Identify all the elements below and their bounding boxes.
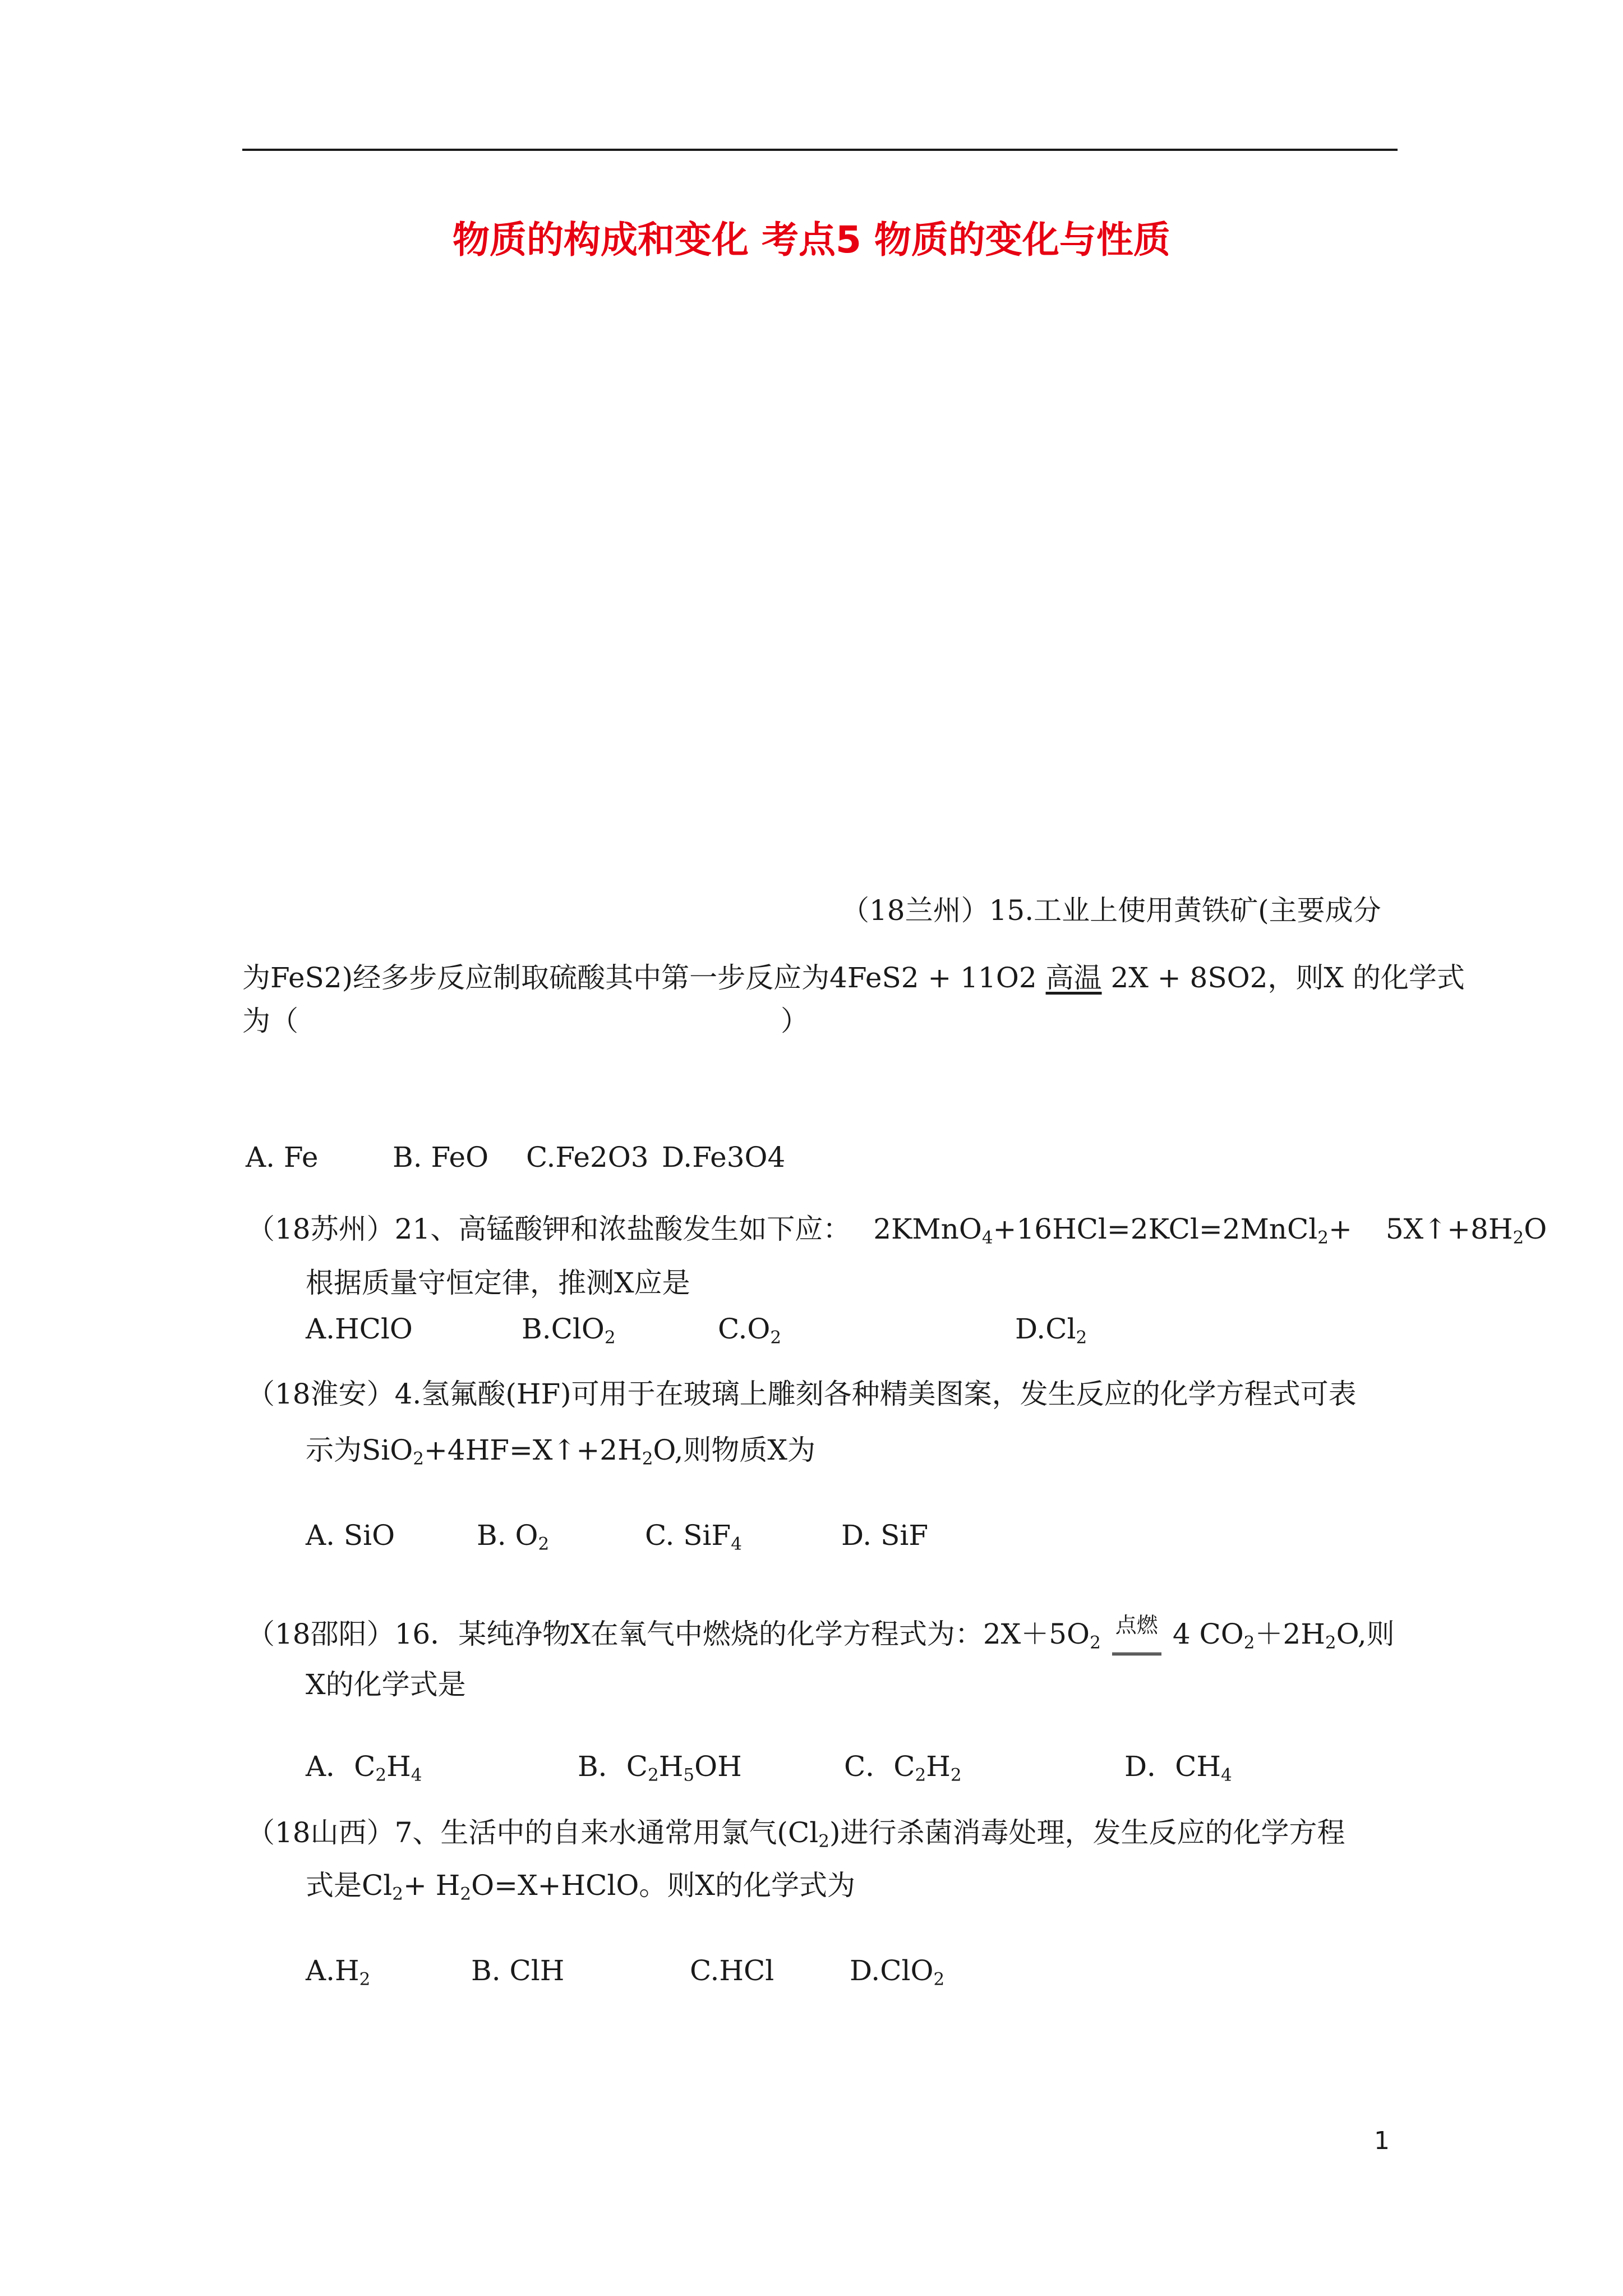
- q2-line1: （18苏州）21、高锰酸钾和浓盐酸发生如下应： 2KMnO$_4$+16HCl=2KCl=2MnCl$_2$+ $5X↑+8H_2O$: [247, 1213, 1547, 1248]
- q2-line2: 根据质量守恒定律，推测X应是: [306, 1267, 690, 1299]
- q1-option-b: B. FeO: [393, 1141, 489, 1174]
- q1-option-a: A. Fe: [246, 1141, 319, 1174]
- q3-line2: 示为$SiO_2+4HF=X↑+2H_2O$,则物质X为: [306, 1434, 815, 1469]
- q2-option-a: A.HClO: [306, 1313, 413, 1345]
- q1-line1: （18兰州）15.工业上使用黄铁矿(主要成分: [841, 894, 1381, 927]
- q1-option-c: C.Fe2O3: [526, 1141, 649, 1174]
- q5-option-a: $A.H_2$: [306, 1954, 371, 1990]
- q2-option-d: $D.Cl_2$: [1015, 1313, 1087, 1348]
- q4-option-b: B．$C_2H_5OH$: [578, 1750, 742, 1786]
- q1-option-d: D.Fe3O4: [662, 1141, 786, 1174]
- q3-option-c: C. SiF$_4$: [645, 1519, 742, 1554]
- q3-option-d: D. SiF: [841, 1519, 929, 1552]
- q1-line2: 为FeS2)经多步反应制取硫酸其中第一步反应为4FeS2 + 11O2 高温 2X + 8SO2，则X 的化学式: [242, 961, 1465, 994]
- q2-option-b: B.ClO$_2$: [522, 1313, 616, 1348]
- ignite-condition: 点燃: [1112, 1620, 1161, 1655]
- header-rule: [242, 149, 1398, 151]
- q4-line2: X的化学式是: [306, 1668, 466, 1701]
- q5-option-d: D.ClO$_2$: [850, 1954, 945, 1990]
- q3-option-b: B. $O_2$: [477, 1519, 550, 1554]
- q5-line2: 式是$Cl_2+$ $H_2O=X+HClO$。则X的化学式为: [306, 1869, 855, 1904]
- q4-option-d: D．$CH_4$: [1124, 1750, 1232, 1786]
- q4-option-a: A．$C_2H_4$: [306, 1750, 422, 1786]
- q5-line1: （18山西）7、生活中的自来水通常用氯气$(Cl_2)$进行杀菌消毒处理，发生反应的化学方程: [247, 1816, 1345, 1852]
- page-number: 1: [1374, 2127, 1390, 2155]
- q4-option-c: C．$C_2H_2$: [844, 1750, 962, 1786]
- q3-option-a: A. SiO: [306, 1519, 395, 1552]
- q5-option-c: C.HCl: [690, 1954, 774, 1987]
- q3-line1: （18淮安）4.氢氟酸(HF)可用于在玻璃上雕刻各种精美图案，发生反应的化学方程式可表: [247, 1378, 1357, 1410]
- page-title: 物质的构成和变化 考点5 物质的变化与性质: [453, 218, 1170, 261]
- q2-option-c: $C.O_2$: [718, 1313, 782, 1348]
- reaction-condition: 高温: [1045, 961, 1102, 994]
- q4-line1: （18邵阳）16．某纯净物X在氧气中燃烧的化学方程式为：$2X+5O_2^{点燃}$ 4 $CO_2+2H_2O$,则: [247, 1620, 1395, 1655]
- q1-line3: 为（ ）: [242, 1005, 809, 1037]
- q5-option-b: B. ClH: [471, 1954, 565, 1987]
